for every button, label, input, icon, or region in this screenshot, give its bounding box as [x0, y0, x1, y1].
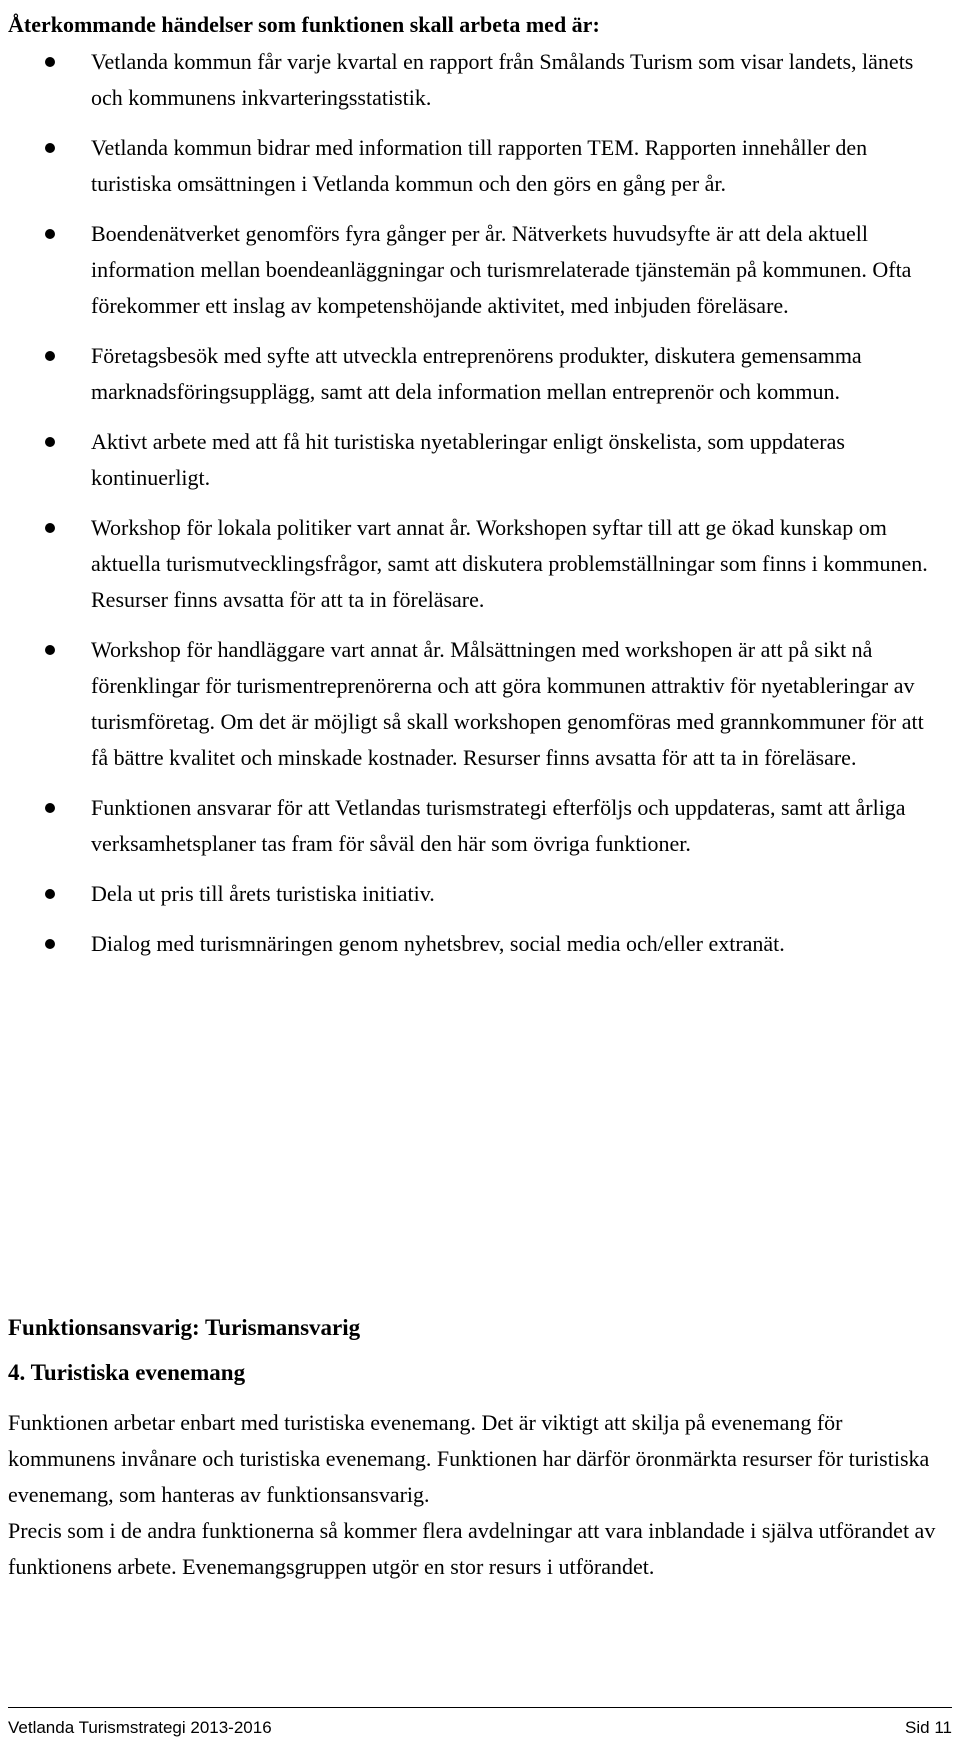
list-item — [0, 632, 960, 776]
list-item — [0, 926, 960, 962]
list-item-text: Vetlanda kommun bidrar med information till rapporten TEM. Rapporten innehåller den turistiska omsättningen i Vetlanda kommun och den görs en gång per år. — [91, 135, 868, 196]
page-footer — [8, 1716, 952, 1740]
list-item-text: Workshop för lokala politiker vart annat år. Workshopen syftar till att ge ökad kunskap om aktuella turismutvecklingsfrågor, samt att diskutera problemställningar som finns i kommunen. Resurser finns avsatta för att ta in föreläsare. — [91, 515, 928, 612]
list-item — [0, 216, 960, 324]
bullet-icon — [45, 645, 55, 655]
list-item — [0, 876, 960, 912]
footer-divider — [8, 1707, 952, 1708]
list-item-text: Dialog med turismnäringen genom nyhetsbrev, social media och/eller extranät. — [91, 931, 785, 956]
list-item-text: Dela ut pris till årets turistiska initiativ. — [91, 881, 435, 906]
intro-heading: Återkommande händelser som funktionen skall arbeta med är: — [8, 12, 600, 37]
bullet-icon — [45, 889, 55, 899]
recurring-events-list — [0, 44, 960, 976]
list-item — [0, 44, 960, 116]
list-item — [0, 338, 960, 410]
section-body — [8, 1405, 948, 1585]
bullet-icon — [45, 437, 55, 447]
list-item-text: Vetlanda kommun får varje kvartal en rapport från Smålands Turism som visar landets, länets och kommunens inkvarteringsstatistik. — [91, 49, 914, 110]
bullet-icon — [45, 351, 55, 361]
list-item — [0, 510, 960, 618]
page-number: Sid 11 — [905, 1718, 952, 1737]
responsible-line: Funktionsansvarig: Turismansvarig — [8, 1315, 361, 1340]
bullet-icon — [45, 57, 55, 67]
body-paragraph: Funktionen arbetar enbart med turistiska evenemang. Det är viktigt att skilja på evenemang för kommunens invånare och turistiska evenemang. Funktionen har därför öronmärkta resurser för turistiska evenemang, som hanteras av funktionsansvarig. — [8, 1410, 930, 1507]
bullet-icon — [45, 523, 55, 533]
bullet-icon — [45, 229, 55, 239]
list-item-text: Aktivt arbete med att få hit turistiska nyetableringar enligt önskelista, som uppdateras kontinuerligt. — [91, 429, 845, 490]
section-heading: 4. Turistiska evenemang — [8, 1360, 246, 1385]
bullet-icon — [45, 143, 55, 153]
list-item — [0, 424, 960, 496]
list-item-text: Boendenätverket genomförs fyra gånger per år. Nätverkets huvudsyfte är att dela aktuell information mellan boendeanläggningar och turismrelaterade tjänstemän på kommunen. Ofta förekommer ett inslag av kompetenshöjande aktivitet, med inbjuden föreläsare. — [91, 221, 912, 318]
list-item-text: Funktionen ansvarar för att Vetlandas turismstrategi efterföljs och uppdateras, samt att årliga verksamhetsplaner tas fram för såväl den här som övriga funktioner. — [91, 795, 906, 856]
footer-title: Vetlanda Turismstrategi 2013-2016 — [8, 1718, 272, 1737]
list-item — [0, 790, 960, 862]
body-paragraph: Precis som i de andra funktionerna så kommer flera avdelningar att vara inblandade i själva utförandet av funktionens arbete. Evenemangsgruppen utgör en stor resurs i utförandet. — [8, 1518, 936, 1579]
list-item-text: Workshop för handläggare vart annat år. Målsättningen med workshopen är att på sikt nå förenklingar för turismentreprenörerna och att göra kommunen attraktiv för nyetableringar av turismföretag. Om det är möjligt så skall workshopen genomföras med grannkommuner för att få bättre kvalitet och minskade kostnader. Resurser finns avsatta för att ta in föreläsare. — [91, 637, 924, 770]
bullet-icon — [45, 939, 55, 949]
list-item — [0, 130, 960, 202]
bullet-icon — [45, 803, 55, 813]
list-item-text: Företagsbesök med syfte att utveckla entreprenörens produkter, diskutera gemensamma marknadsföringsupplägg, samt att dela information mellan entreprenör och kommun. — [91, 343, 862, 404]
